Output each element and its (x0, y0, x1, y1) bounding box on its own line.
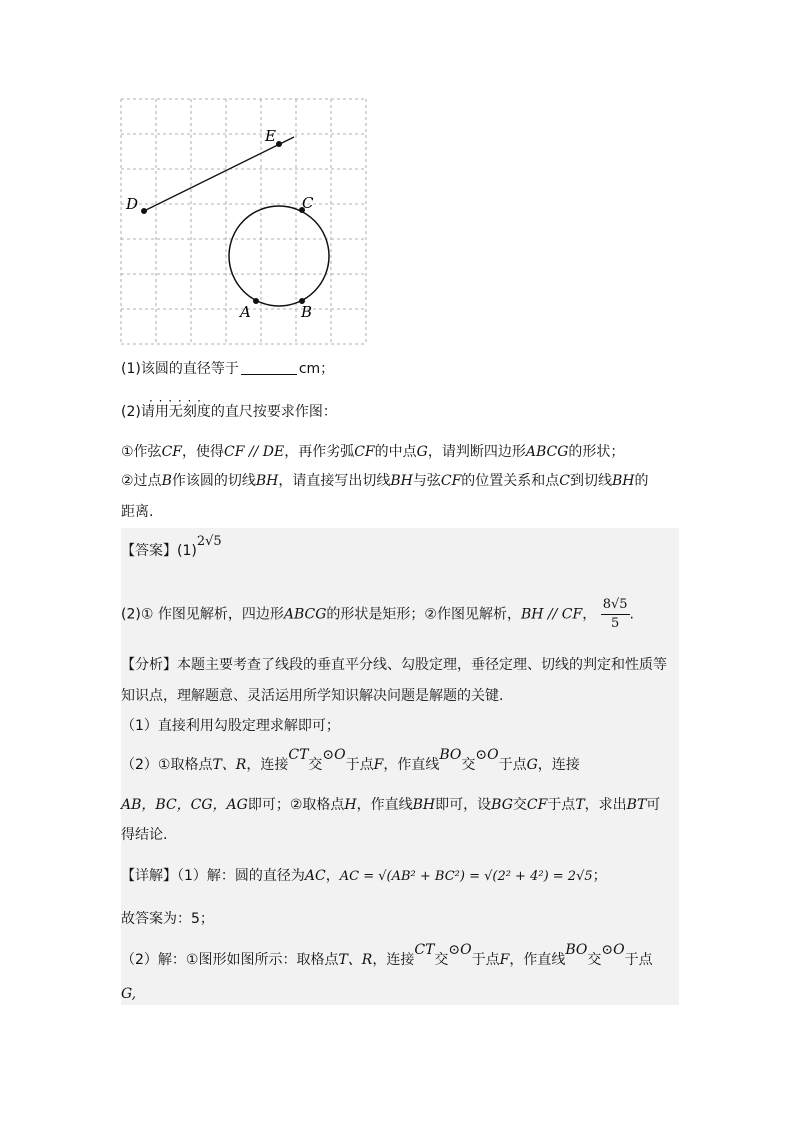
question-2-2-cont: 距离. (121, 504, 154, 520)
pythagorean-formula: AC = √(AB² + BC²) = √(2² + 4²) = 2√5 (339, 869, 593, 884)
point-e (276, 141, 282, 147)
q1-suffix: cm； (298, 361, 335, 377)
analysis-line-1: 【分析】本题主要考查了线段的垂直平分线、勾股定理，垂径定理、切线的判定和性质等 (121, 657, 667, 673)
point-d (141, 208, 147, 214)
question-2-1: ①作弦CF，使得CF // DE，再作劣弧CF的中点G，请判断四边形ABCG的形状； (121, 444, 625, 460)
analysis-line-3: （1）直接利用勾股定理求解即可； (121, 718, 340, 734)
label-e: E (265, 127, 276, 145)
circle-o (229, 206, 329, 306)
label-b: B (301, 303, 313, 321)
question-1 (121, 359, 334, 379)
q2-text: (2)请用无刻度的直尺按要求作图： (121, 404, 337, 420)
label-c: C (302, 194, 314, 212)
label-d: D (126, 195, 139, 213)
point-a (253, 298, 259, 304)
answer-line-1 (121, 534, 222, 562)
detail-line-3: （2）解：①图形如图所示：取格点T、R，连接CT交⊙O于点F，作直线BO交⊙O于点 (121, 942, 653, 968)
detail-line-4: G, (121, 986, 137, 1002)
answer-line-2: (2)① 作图见解析，四边形ABCG的形状是矩形；②作图见解析，BH // CF， $\frac{8√5}{5}$ . (121, 597, 634, 631)
answer-fraction: $\frac{8√5}{5}$ (602, 597, 628, 631)
analysis-line-4: （2）①取格点T、R，连接CT交⊙O于点F，作直线BO交⊙O于点G，连接 (121, 747, 580, 773)
question-2 (121, 402, 800, 422)
line-de (144, 137, 294, 211)
analysis-line-6: 得结论. (121, 827, 168, 843)
question-2-2: ②过点B作该圆的切线BH，请直接写出切线BH与弦CF的位置关系和点C到切线BH的 (121, 473, 649, 489)
q1-prefix: (1)该圆的直径等于 (121, 361, 239, 377)
answer-blank (241, 360, 297, 375)
geometry-figure (118, 96, 370, 346)
analysis-line-2: 知识点，理解题意、灵活运用所学知识解决问题是解题的关键. (121, 688, 504, 704)
detail-line-2: 故答案为：5； (121, 911, 214, 927)
label-a: A (240, 303, 251, 321)
answer-label: 【答案】(1) (121, 543, 197, 559)
analysis-line-5: AB，BC，CG，AG即可；②取格点H，作直线BH即可，设BG交CF于点T，求出BT可 (121, 797, 661, 813)
detail-line-1: 【详解】（1）解：圆的直径为AC，AC = √(AB² + BC²) = √(2² + 4²) = 2√5； (121, 868, 607, 884)
answer-value: 2√5 (196, 534, 222, 549)
